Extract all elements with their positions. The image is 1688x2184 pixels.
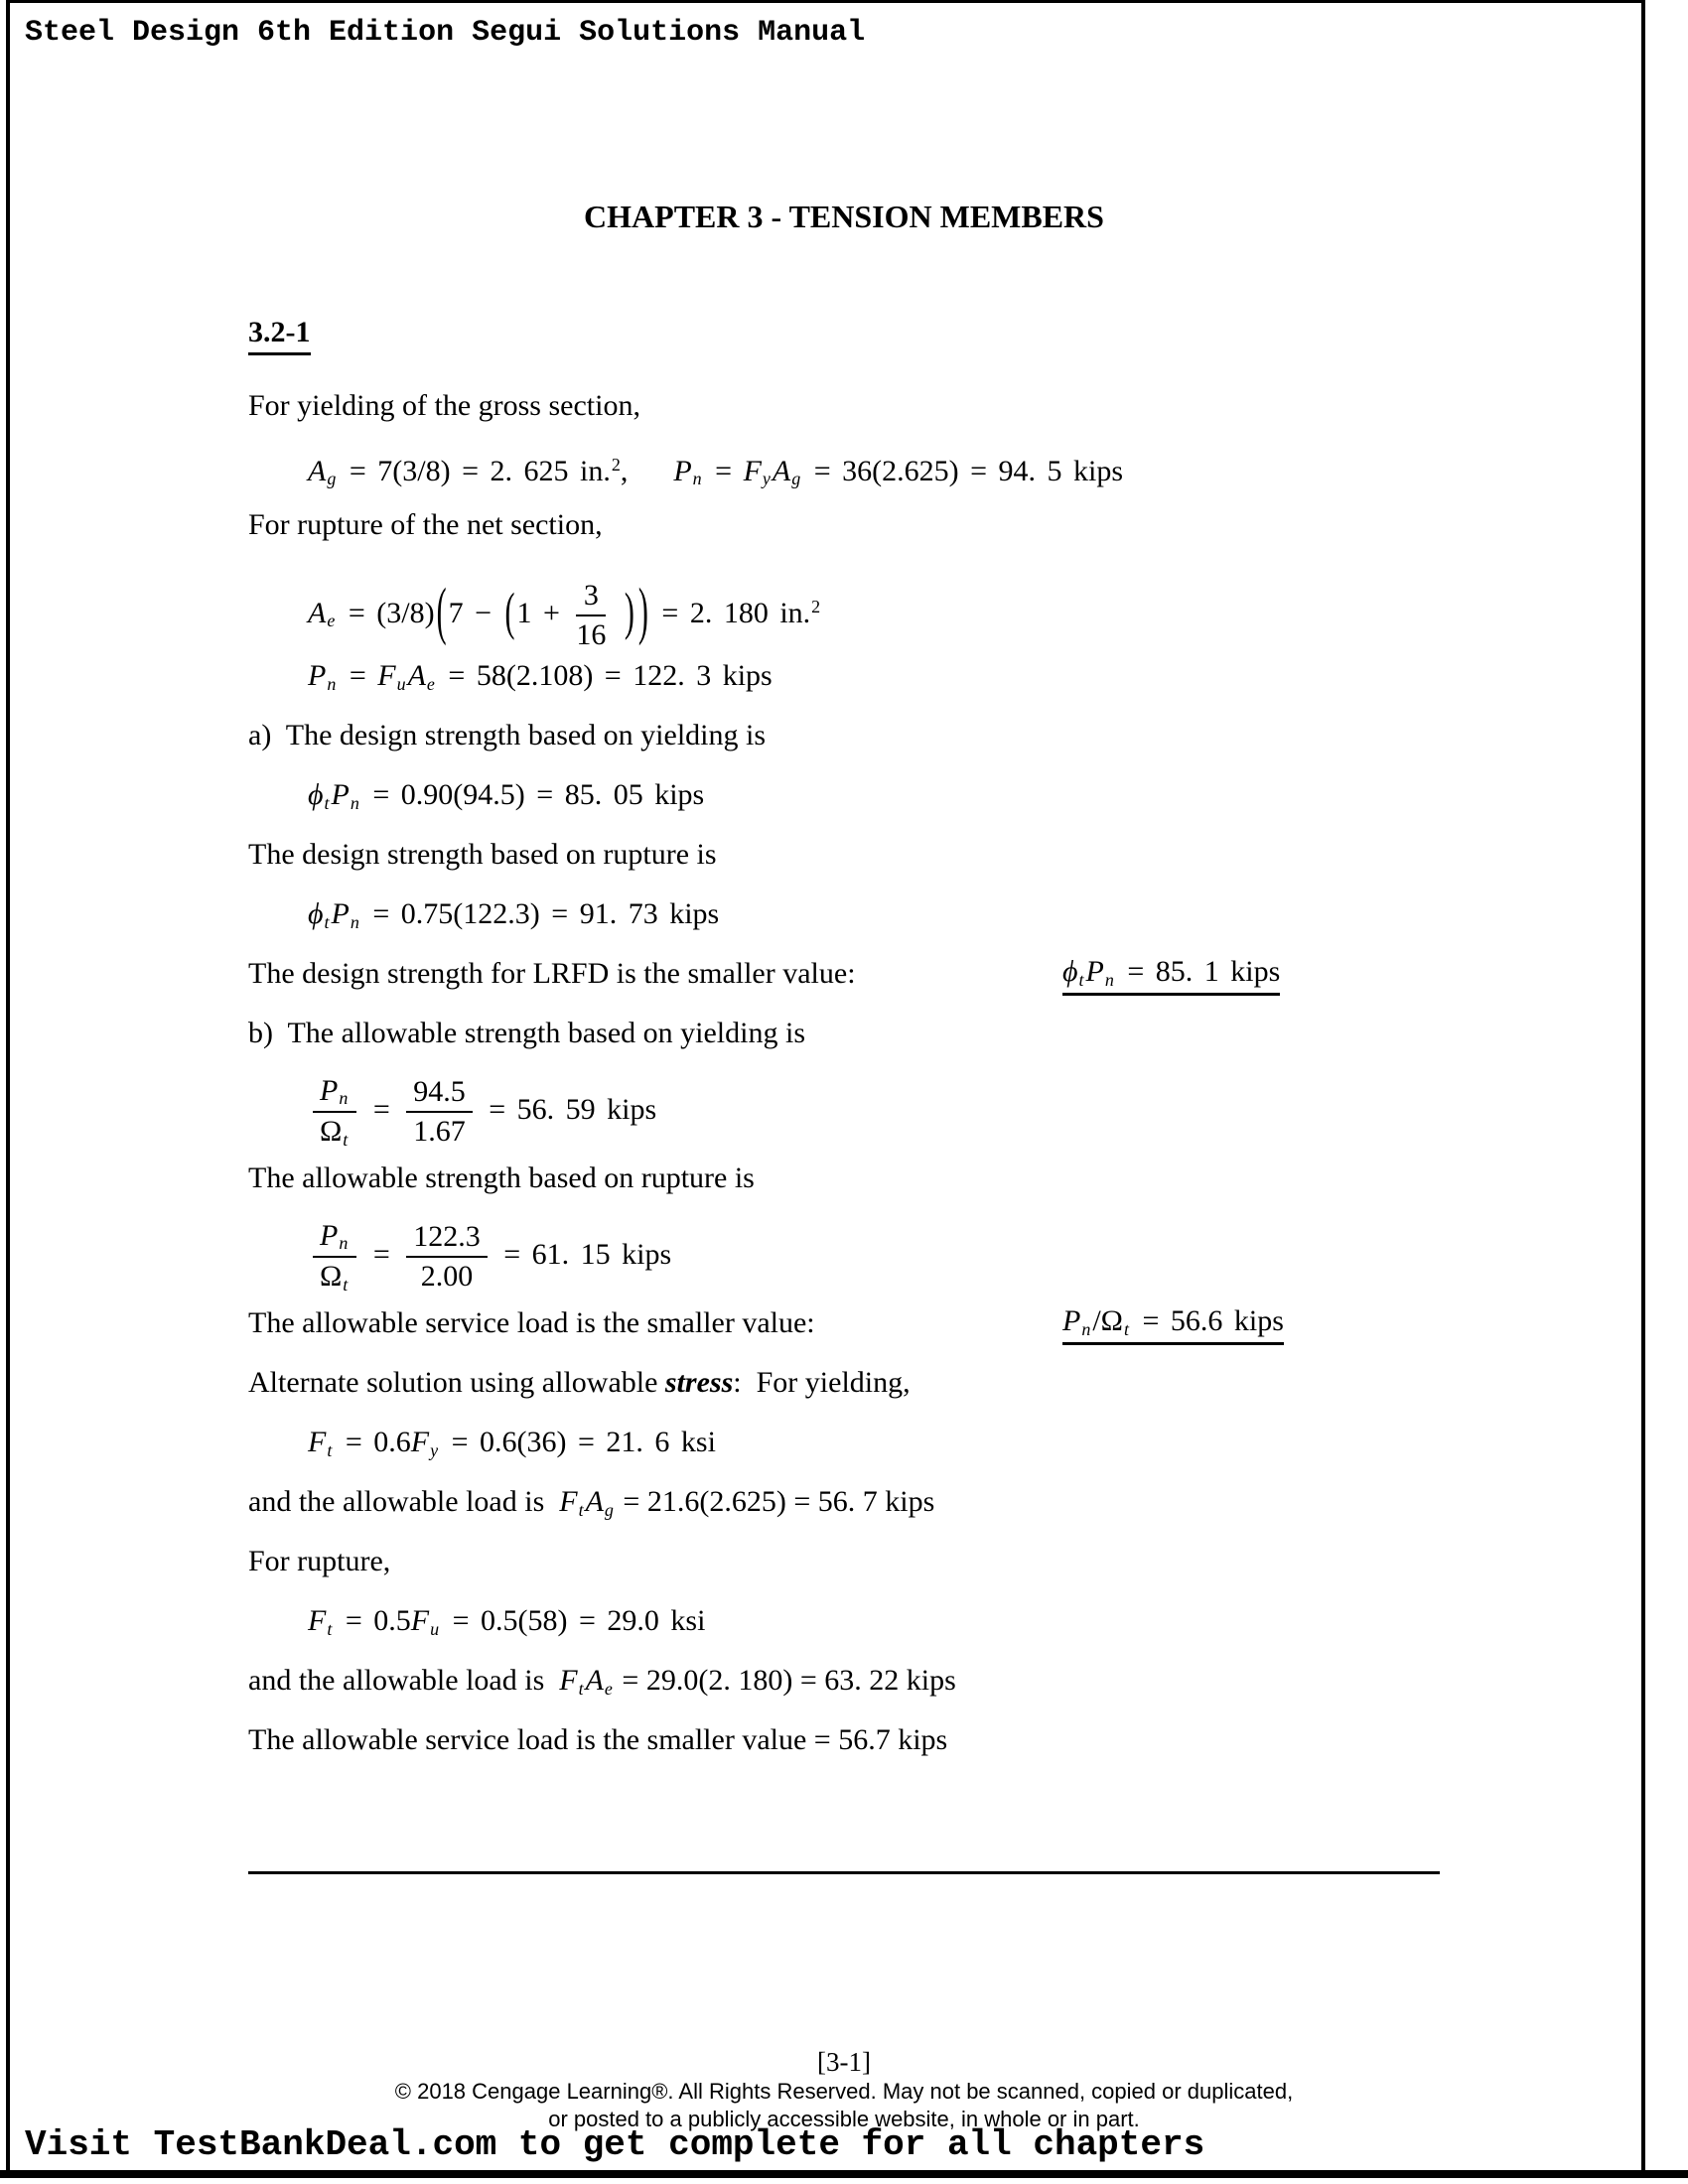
- fraction: $\frac{3}{16}$: [576, 578, 607, 651]
- allowable-load-yielding-text: and the allowable load is $F_tA_g = 21.6(2.625) = 56$. 7 kips: [248, 1485, 935, 1520]
- part-a-heading: a) The design strength based on yielding is: [248, 719, 767, 751]
- rupture-strength-equation: $P_n = F_uA_e = 58(2.108) = 122$. 3 kips: [308, 659, 773, 694]
- footer-separator-line: [248, 1871, 1440, 1874]
- copyright-line-1: © 2018 Cengage Learning®. All Rights Reserved. May not be scanned, copied or duplicated,: [394, 2079, 1294, 2104]
- watermark-header: Steel Design 6th Edition Segui Solutions Manual: [25, 16, 866, 50]
- allowable-strength-rupture-equation: $\frac{P_n}{\Omega_t}$ = $\frac{122.3}{2.00}$ = 61. 15 kips: [308, 1218, 1450, 1292]
- allowable-strength-yielding-equation: $\frac{P_n}{\Omega_t}$ = $\frac{94.5}{1.67}$ = 56. 59 kips: [308, 1073, 1450, 1147]
- problem-number: 3.2-1: [248, 316, 311, 355]
- testbank-banner: Visit TestBankDeal.com to get complete for all chapters: [25, 2124, 1205, 2165]
- allowable-load-rupture-text: and the allowable load is $F_tA_e = 29.0(2$. 180) = 63. 22 kips: [248, 1664, 956, 1699]
- effective-area-equation: $A_e = (3/8)(7 - (1$ + $\frac{3}{16}$ ) ) = 2. 180 in.$^2$: [308, 577, 821, 651]
- fraction: $\frac{94.5}{1.67}$: [406, 1075, 473, 1150]
- intro-yielding: For yielding of the gross section,: [248, 389, 640, 422]
- gross-area-and-yield-strength-equation: $A_g = 7(3/8) = 2$. 625 in.$^2$, $P_n = F_yA_g = 36(2.625) = 94$. 5 kips: [308, 454, 1124, 489]
- design-strength-rupture-text: The design strength based on rupture is: [248, 838, 717, 871]
- solution-content: [248, 386, 1450, 1780]
- chapter-title: CHAPTER 3 - TENSION MEMBERS: [584, 199, 1104, 234]
- lrfd-result-line: The design strength for LRFD is the smaller value: $\phi_tP_n = 85$. 1 kips: [248, 954, 1450, 993]
- part-b-heading: b) The allowable strength based on yielding is: [248, 1017, 805, 1049]
- page-footer: [0, 2047, 1688, 2133]
- design-strength-rupture-equation: $\phi_tP_n = 0.75(122.3) = 91$. 73 kips: [308, 897, 720, 932]
- page-number: [3-1]: [817, 2047, 871, 2077]
- fraction: $\frac{122.3}{2.00}$: [406, 1220, 488, 1295]
- fraction: $\frac{P_n}{\Omega_t}$: [313, 1074, 356, 1150]
- design-strength-yielding-equation: $\phi_tP_n = 0.90(94.5) = 85$. 05 kips: [308, 778, 705, 813]
- alternate-solution-text: Alternate solution using allowable stress: For yielding,: [248, 1366, 911, 1399]
- rupture-stress-equation: $F_t = 0.5F_u = 0.5(58) = 29.0$ ksi: [308, 1604, 706, 1639]
- lrfd-design-strength-answer: $\phi_tP_n = 85$. 1 kips: [1062, 954, 1280, 996]
- intro-rupture: For rupture of the net section,: [248, 508, 603, 541]
- page-bottom-rule: [0, 2170, 1688, 2178]
- asd-result-line: The allowable service load is the smaller value: $P_n/\Omega_t = 56.6$ kips: [248, 1303, 1450, 1342]
- copyright-line-2: or posted to a publicly accessible website, in whole or in part.: [548, 2107, 1140, 2131]
- fraction: $\frac{P_n}{\Omega_t}$: [313, 1219, 356, 1295]
- allowable-strength-rupture-text: The allowable strength based on rupture is: [248, 1161, 755, 1194]
- rupture-intro: For rupture,: [248, 1545, 391, 1577]
- asd-allowable-load-answer: $P_n/\Omega_t = 56.6$ kips: [1062, 1303, 1284, 1345]
- final-answer-text: The allowable service load is the smaller value = 56.7 kips: [248, 1723, 948, 1756]
- yield-stress-equation: $F_t = 0.6F_y = 0.6(36) = 21$. 6 ksi: [308, 1426, 716, 1460]
